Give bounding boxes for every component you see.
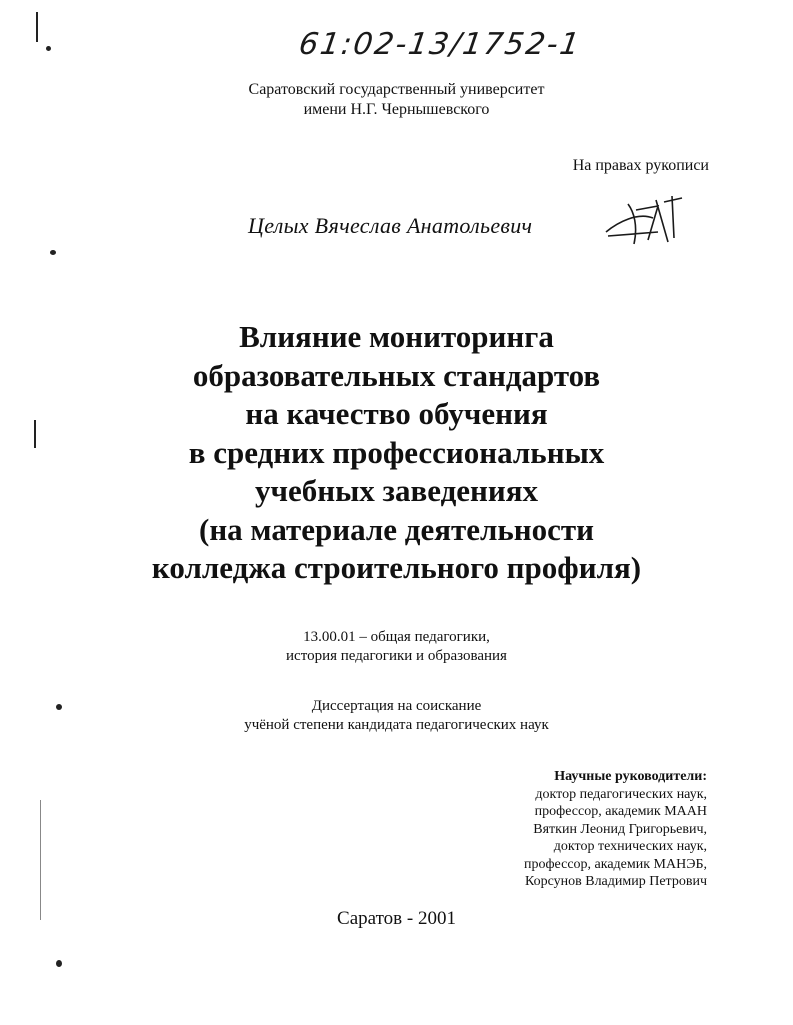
city-year: Саратов - 2001 (337, 908, 456, 929)
advisor-line: доктор педагогических наук, (535, 786, 707, 802)
degree-block (0, 697, 793, 735)
archive-number (295, 18, 595, 66)
archive-number-handwriting (295, 18, 595, 66)
advisors-heading: Научные руководители: (554, 769, 707, 784)
specialty-code: 13.00.01 – общая педагогики, (303, 629, 490, 645)
rights-note: На правах рукописи (572, 157, 709, 174)
margin-mark (46, 46, 51, 51)
degree-line: учёной степени кандидата педагогических наук (244, 717, 549, 733)
margin-mark (40, 800, 41, 920)
title-line: (на материале деятельности (199, 511, 594, 547)
margin-mark (50, 250, 56, 255)
advisor-line: Вяткин Леонид Григорьевич, (533, 821, 707, 837)
advisor-line: доктор технических наук, (553, 839, 707, 854)
signature (598, 192, 698, 252)
title-line: образовательных стандартов (192, 357, 601, 393)
archive-number-text: 61:02-13/1752-1 (296, 27, 584, 62)
dissertation-title (0, 318, 793, 588)
margin-mark (36, 12, 38, 42)
specialty-name: история педагогики и образования (286, 648, 507, 664)
title-line: на качество обучения (245, 396, 548, 431)
specialty-block (0, 628, 793, 666)
author-name: Целых Вячеслав Анатольевич (248, 213, 533, 238)
advisor-line: профессор, академик МААН (534, 804, 707, 819)
degree-line: Диссертация на соискание (311, 698, 482, 714)
university-named-after: имени Н.Г. Чернышевского (303, 101, 490, 118)
title-line: Влияние мониторинга (239, 319, 554, 354)
title-line: в средних профессиональных (188, 434, 605, 470)
title-line: колледжа строительного профиля) (151, 550, 642, 585)
title-line: учебных заведениях (254, 473, 539, 508)
advisor-line: Корсунов Владимир Петрович (524, 874, 707, 889)
signature-drawing (598, 192, 698, 252)
advisors-block (477, 768, 707, 891)
margin-mark (56, 960, 62, 967)
university-block (0, 80, 793, 120)
university-name: Саратовский государственный университет (248, 81, 545, 98)
advisor-line: профессор, академик МАНЭБ, (523, 856, 707, 872)
